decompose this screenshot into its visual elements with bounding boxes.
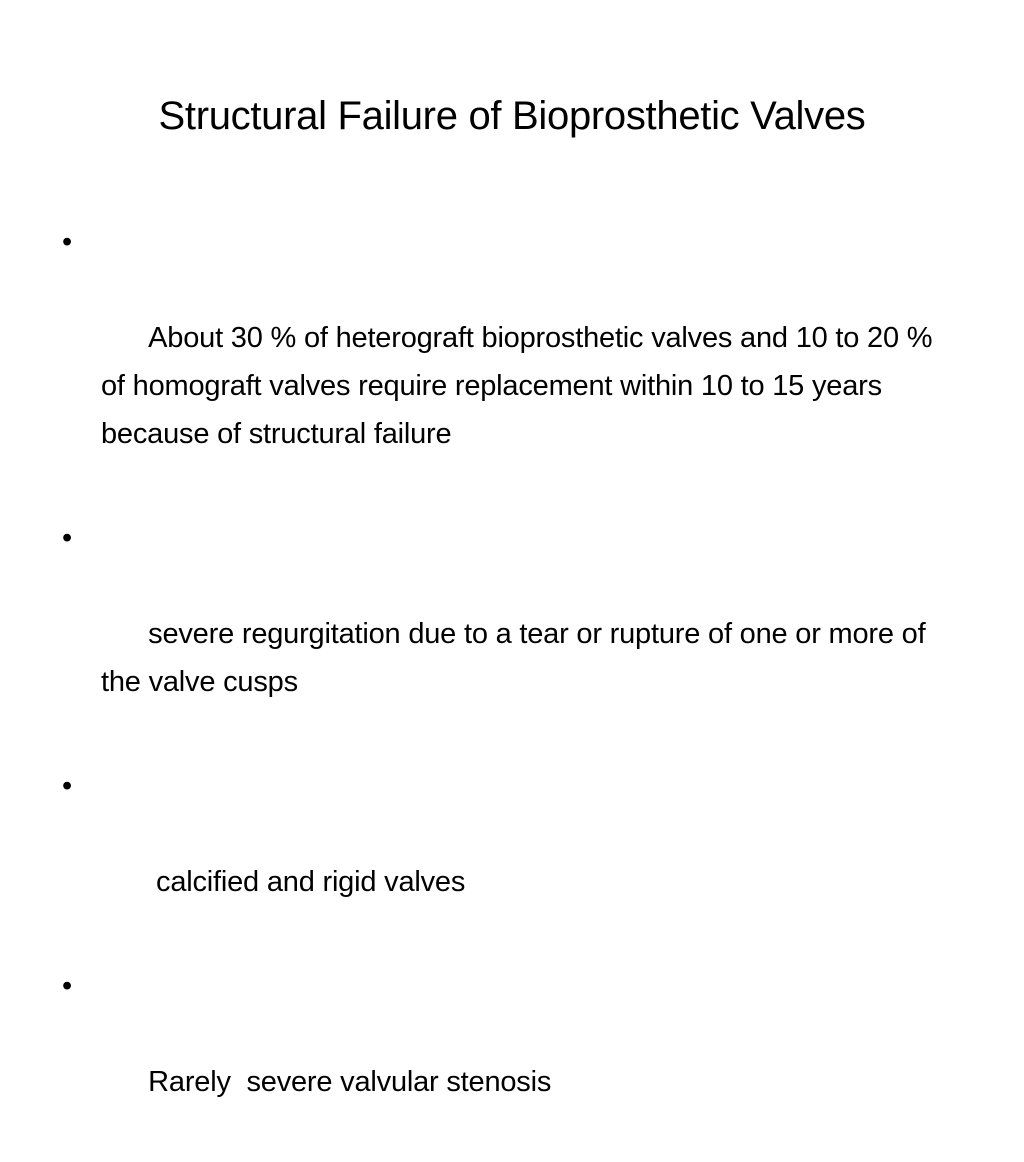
bullet-text: Rarely severe valvular stenosis — [148, 1066, 552, 1098]
bullet-dot-icon: • — [62, 970, 72, 1002]
bullet-dot-icon: • — [62, 522, 72, 554]
bullet-item — [60, 962, 960, 1154]
bullet-item — [60, 762, 960, 954]
bullet-list — [60, 218, 960, 1162]
bullet-item — [60, 218, 960, 506]
bullet-dot-icon: • — [62, 770, 72, 802]
bullet-dot-icon: • — [62, 226, 72, 258]
bullet-text: severe regurgitation due to a tear or rupture of one or more of the valve cusps — [101, 618, 934, 698]
bullet-item — [60, 514, 960, 754]
bullet-text: About 30 % of heterograft bioprosthetic valves and 10 to 20 % of homograft valves require replacement within 10 to 15 years because of structural failure — [101, 322, 941, 450]
bullet-text: calcified and rigid valves — [148, 866, 466, 898]
slide-title: Structural Failure of Bioprosthetic Valves — [158, 94, 866, 138]
